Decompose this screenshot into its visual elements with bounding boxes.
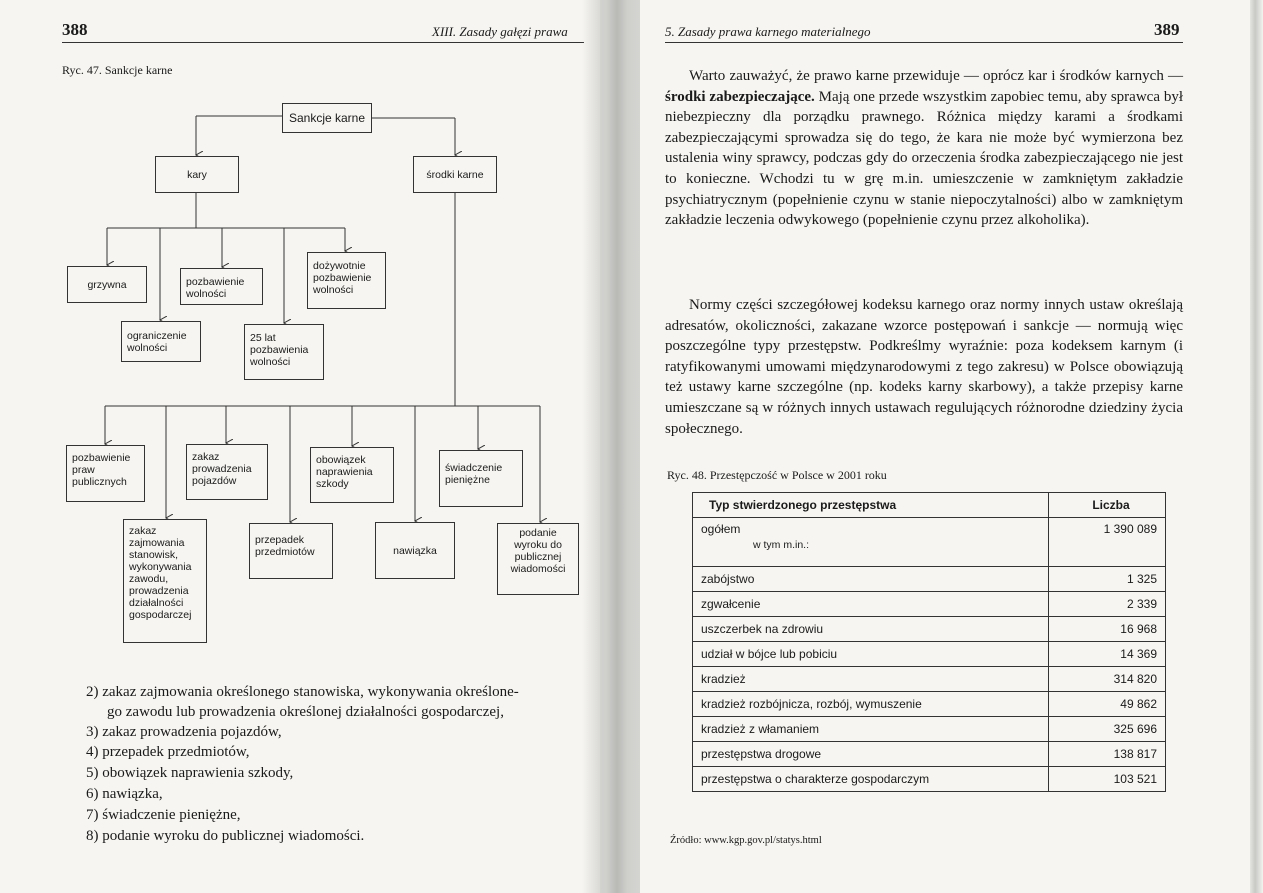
row-value: 138 817 — [1049, 742, 1166, 767]
page-number-left: 388 — [62, 20, 88, 39]
table-row — [693, 742, 1166, 767]
paragraph-1-text-cont: Mają one przede wszystkim zapobiec temu, aby sprawca był niebezpieczny dla porządku prawnego. Różnica między karami a środkami zabezpieczającymi sprowadza się do tego, że kara nie może być wymierzona bez ustalenia winy sprawcy, podczas gdy do orzeczenia środka zabezpieczającego nie jest to konieczne. Wchodzi tu w grę m.in. umieszczenie w zamkniętym zakładzie psychiatrycznym (popełnienie czynu w stanie niepoczytalności) albo w zamkniętym zakładzie leczenia odwykowego (popełnienie czynu przez alkoholika). — [665, 88, 1183, 229]
diagram-zakaz-stanowisk-box: zakaz zajmowania stanowisk, wykonywania zawodu, prowadzenia działalności gospodarczej — [123, 519, 207, 643]
row-label: kradzież rozbójnicza, rozbój, wymuszenie — [693, 692, 1049, 717]
table-row — [693, 567, 1166, 592]
header-rule — [665, 42, 1183, 43]
row-value: 1 325 — [1049, 567, 1166, 592]
list-item: go zawodu lub prowadzenia określonej działalności gospodarczej, — [107, 704, 504, 720]
left-page — [0, 0, 600, 893]
row-label: przestępstwa drogowe — [693, 742, 1049, 767]
row-label: kradzież — [693, 667, 1049, 692]
row-value: 49 862 — [1049, 692, 1166, 717]
diagram-kary-box: kary — [155, 156, 239, 193]
table-row — [693, 642, 1166, 667]
diagram-dozywotnie-box: dożywotnie pozbawienie wolności — [307, 252, 386, 309]
figure-caption-47: Ryc. 47. Sankcje karne — [62, 63, 173, 77]
total-cell — [693, 518, 1049, 567]
table-row — [693, 767, 1166, 792]
diagram-podanie-box: podanie wyroku do publicznej wiadomości — [497, 523, 579, 595]
crime-table — [692, 492, 1166, 792]
total-value: 1 390 089 — [1049, 518, 1166, 567]
paragraph-1 — [665, 66, 1183, 231]
row-label: kradzież z włamaniem — [693, 717, 1049, 742]
diagram-root-box: Sankcje karne — [282, 103, 372, 133]
running-head-right: 5. Zasady prawa karnego materialnego — [665, 24, 871, 39]
table-row — [693, 667, 1166, 692]
list-item: 5) obowiązek naprawienia szkody, — [86, 765, 294, 781]
table-row — [693, 617, 1166, 642]
row-value: 103 521 — [1049, 767, 1166, 792]
diagram-pozbawienie-box: pozbawienie wolności — [180, 268, 263, 305]
figure-caption-48: Ryc. 48. Przestępczość w Polsce w 2001 roku — [667, 468, 887, 482]
paragraph-2: Normy części szczegółowej kodeksu karnego oraz normy innych ustaw określają adresatów, okoliczności, zakazane wzorce postępowań i sankcje — normują więc poszczególne typy przestępstw. Podkreślmy wyraźnie: poza kodeksem karnym (i ratyfikowanymi umowami międzynarodowymi z tego zakresu) w Polsce obowiązują też ustawy karne szczególne (np. kodeks karny skarbowy), a także przepisy karne umieszczane są w różnych innych ustawach regulujących różnorodne dziedziny życia społecznego. — [665, 297, 1183, 437]
row-label: uszczerbek na zdrowiu — [693, 617, 1049, 642]
diagram-ograniczenie-box: ograniczenie wolności — [121, 321, 201, 362]
diagram-obowiazek-box: obowiązek naprawienia szkody — [310, 447, 394, 503]
table-header-row — [693, 493, 1166, 518]
list-item: 4) przepadek przedmiotów, — [86, 744, 250, 760]
row-label: przestępstwa o charakterze gospodarczym — [693, 767, 1049, 792]
list-item: 3) zakaz prowadzenia pojazdów, — [86, 724, 282, 740]
diagram-przepadek-box: przepadek przedmiotów — [249, 523, 333, 579]
list-item: 2) zakaz zajmowania określonego stanowiska, wykonywania określone- — [86, 684, 519, 700]
row-label: udział w bójce lub pobiciu — [693, 642, 1049, 667]
list-item: 7) świadczenie pieniężne, — [86, 807, 241, 823]
paragraph-1-text: Warto zauważyć, że prawo karne przewiduje — oprócz kar i środków karnych — — [689, 68, 1183, 84]
row-value: 16 968 — [1049, 617, 1166, 642]
total-sub-label: w tym m.in.: — [753, 539, 810, 551]
col-header-type: Typ stwierdzonego przestępstwa — [693, 493, 1049, 518]
row-value: 325 696 — [1049, 717, 1166, 742]
diagram-swiadczenie-box: świadczenie pieniężne — [439, 450, 523, 507]
table-row-total — [693, 518, 1166, 567]
diagram-zakaz-pojazdow-box: zakaz prowadzenia pojazdów — [186, 444, 268, 500]
diagram-nawiazka-box: nawiązka — [375, 522, 455, 579]
row-label: zgwałcenie — [693, 592, 1049, 617]
book-edge — [1250, 0, 1263, 893]
diagram-srodki-box: środki karne — [413, 156, 497, 193]
running-head-left: XIII. Zasady gałęzi prawa — [432, 24, 568, 39]
row-value: 14 369 — [1049, 642, 1166, 667]
right-page — [640, 0, 1250, 893]
row-label: zabójstwo — [693, 567, 1049, 592]
list-item: 8) podanie wyroku do publicznej wiadomości. — [86, 828, 365, 844]
table-row — [693, 692, 1166, 717]
diagram-praw-publicznych-box: pozbawienie praw publicznych — [66, 445, 145, 502]
diagram-25lat-box: 25 lat pozbawienia wolności — [244, 324, 324, 380]
diagram-grzywna-box: grzywna — [67, 266, 147, 303]
table-source: Źródło: www.kgp.gov.pl/statys.html — [670, 835, 822, 846]
list-item: 6) nawiązka, — [86, 786, 163, 802]
row-value: 2 339 — [1049, 592, 1166, 617]
paragraph-1-bold: środki zabezpieczające. — [665, 88, 815, 105]
total-label: ogółem — [701, 522, 741, 536]
col-header-count: Liczba — [1049, 493, 1166, 518]
page-number-right: 389 — [1154, 20, 1180, 39]
row-value: 314 820 — [1049, 667, 1166, 692]
table-row — [693, 592, 1166, 617]
table-row — [693, 717, 1166, 742]
